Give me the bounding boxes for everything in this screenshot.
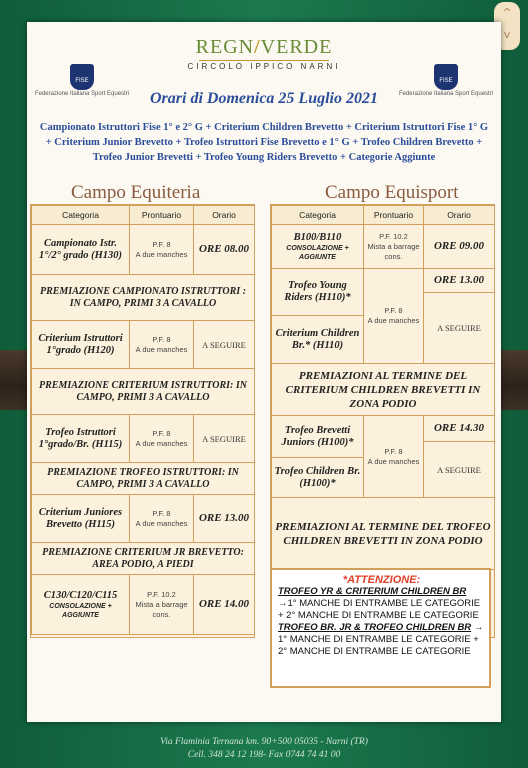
- attention-heading: TROFEO BR. JR & TROFEO CHILDREN BR: [278, 622, 472, 633]
- table-row: [32, 225, 255, 275]
- header-categoria: Categoria: [272, 206, 364, 225]
- table-row: [32, 543, 255, 575]
- table-row: [32, 415, 255, 463]
- category-name: Campionato Istr. 1°/2° grado (H130): [32, 225, 130, 275]
- header-prontuario: Prontuario: [130, 206, 194, 225]
- category-name: Criterium Juniores Brevetto (H115): [32, 495, 130, 543]
- prontuario-mode: A due manches: [135, 249, 188, 259]
- premiazione-note: PREMIAZIONE CAMPIONATO ISTRUTTORI : IN CAMPO, PRIMI 3 A CAVALLO: [32, 275, 255, 321]
- category-name: B100/B110: [293, 231, 342, 243]
- campo-equisport-title: Campo Equisport: [325, 182, 459, 203]
- schedule-time: A SEGUIRE: [424, 442, 495, 498]
- category-name: Criterium Children Br.* (H110): [272, 316, 364, 364]
- attention-text: →1° MANCHE DI ENTRAMBE LE CATEGORIE + 2° MANCHE DI ENTRAMBE LE CATEGORIE: [278, 598, 481, 621]
- schedule-time: A SEGUIRE: [424, 293, 495, 364]
- schedule-time: ORE 13.00: [194, 495, 255, 543]
- campo-equiteria-title: Campo Equiteria: [71, 182, 201, 203]
- prontuario-code: P.F. 8: [152, 334, 171, 344]
- header-categoria: Categoria: [32, 206, 130, 225]
- premiazione-note: PREMIAZIONI AL TERMINE DEL TROFEO CHILDREN BREVETTI IN ZONA PODIO: [272, 498, 495, 570]
- prontuario-mode: Mista a barrage cons.: [367, 241, 420, 261]
- prontuario-mode: A due manches: [135, 518, 188, 528]
- events-list: Campionato Istruttori Fise 1° e 2° G + Criterium Children Brevetto + Criterium Istruttori Fise 1° G + Criterium Junior Brevetto + Trofeo Istruttori Fise Brevetto e 1° G + Trofeo Children Brevetto + Trofeo Junior Brevetti + Trofeo Young Riders Brevetto + Categorie Aggiunte: [39, 122, 489, 163]
- table-row: [272, 225, 495, 269]
- category-name: C130/C120/C115: [43, 589, 118, 601]
- schedule-time: A SEGUIRE: [194, 415, 255, 463]
- premiazione-note: PREMIAZIONE CRITERIUM JR BREVETTO: AREA PODIO, A PIEDI: [32, 543, 255, 575]
- prontuario-mode: A due manches: [367, 316, 420, 325]
- logo-subtitle: CIRCOLO IPPICO NARNI: [187, 62, 341, 71]
- category-name: Trofeo Young Riders (H110)*: [272, 269, 364, 316]
- fise-badge-icon: FISE: [434, 64, 458, 90]
- attention-text: → 1° MANCHE DI ENTRAMBE LE CATEGORIE + 2° MANCHE DI ENTRAMBE LE CATEGORIE: [278, 622, 484, 657]
- schedule-time: A SEGUIRE: [194, 321, 255, 369]
- table-row: [272, 416, 495, 442]
- logo-text-1: REGN: [195, 36, 255, 58]
- fise-caption: Federazione Italiana Sport Equestri: [34, 91, 130, 97]
- logo-rider-icon: /: [254, 36, 261, 58]
- table-row: [32, 495, 255, 543]
- premiazione-note: PREMIAZIONE CRITERIUM ISTRUTTORI: IN CAMPO, PRIMI 3 A CAVALLO: [32, 369, 255, 415]
- table-row: [32, 575, 255, 635]
- prontuario-code: P.F. 10.2: [147, 589, 176, 599]
- table-row: [272, 269, 495, 293]
- logo-text-2: VERDE: [260, 36, 333, 58]
- prontuario-code: P.F. 8: [152, 428, 171, 438]
- table-row: [272, 498, 495, 570]
- schedule-time: ORE 09.00: [424, 225, 495, 269]
- prontuario-mode: A due manches: [135, 438, 188, 448]
- scroll-up-icon[interactable]: ^: [502, 6, 512, 19]
- prontuario-code: P.F. 8: [384, 446, 403, 456]
- prontuario-mode: A due manches: [367, 456, 420, 466]
- prontuario-code: P.F. 8: [384, 306, 403, 315]
- schedule-time: ORE 14.30: [424, 416, 495, 442]
- schedule-time: ORE 14.00: [194, 575, 255, 635]
- premiazione-note: PREMIAZIONI AL TERMINE DEL CRITERIUM CHILDREN BREVETTI IN ZONA PODIO: [272, 364, 495, 416]
- footer-address: [0, 736, 528, 762]
- category-subtitle: CONSOLAZIONE + AGGIUNTE: [49, 602, 112, 619]
- schedule-sheet: [27, 22, 501, 722]
- category-name: Trofeo Istruttori 1°grado/Br. (H115): [32, 415, 130, 463]
- header-prontuario: Prontuario: [364, 206, 424, 225]
- footer-line: Cell. 348 24 12 198- Fax 0744 74 41 00: [187, 750, 341, 760]
- prontuario-code: P.F. 10.2: [379, 231, 408, 241]
- footer-line: Via Flaminia Ternana km. 90+500 05035 - Narni (TR): [160, 737, 368, 747]
- prontuario-code: P.F. 8: [152, 508, 171, 518]
- equiteria-schedule: [30, 204, 255, 638]
- schedule-time: ORE 08.00: [194, 225, 255, 275]
- category-name: Trofeo Brevetti Juniors (H100)*: [272, 416, 364, 458]
- table-row: [32, 463, 255, 495]
- scroll-down-icon[interactable]: v: [503, 28, 511, 41]
- table-row: [32, 275, 255, 321]
- prontuario-code: P.F. 8: [152, 239, 171, 249]
- category-subtitle: CONSOLAZIONE + AGGIUNTE: [286, 244, 349, 261]
- fise-caption: Federazione Italiana Sport Equestri: [398, 91, 494, 97]
- attention-heading: TROFEO YR & CRITERIUM CHILDREN BR: [278, 586, 467, 597]
- table-row: [32, 369, 255, 415]
- category-name: Criterium Istruttori 1°grado (H120): [32, 321, 130, 369]
- page-title: Orari di Domenica 25 Luglio 2021: [149, 90, 378, 107]
- premiazione-note: PREMIAZIONE TROFEO ISTRUTTORI: IN CAMPO, PRIMI 3 A CAVALLO: [32, 463, 255, 495]
- prontuario-mode: Mista a barrage cons.: [135, 599, 188, 619]
- category-name: Trofeo Children Br. (H100)*: [272, 458, 364, 498]
- table-row: [32, 321, 255, 369]
- attention-title: *ATTENZIONE:: [342, 574, 421, 586]
- header-orario: Orario: [194, 206, 255, 225]
- header-orario: Orario: [424, 206, 495, 225]
- schedule-time: ORE 13.00: [424, 269, 495, 293]
- prontuario-mode: A due manches: [135, 344, 188, 354]
- fise-badge-icon: FISE: [70, 64, 94, 90]
- attention-box: [270, 568, 491, 688]
- table-row: [272, 364, 495, 416]
